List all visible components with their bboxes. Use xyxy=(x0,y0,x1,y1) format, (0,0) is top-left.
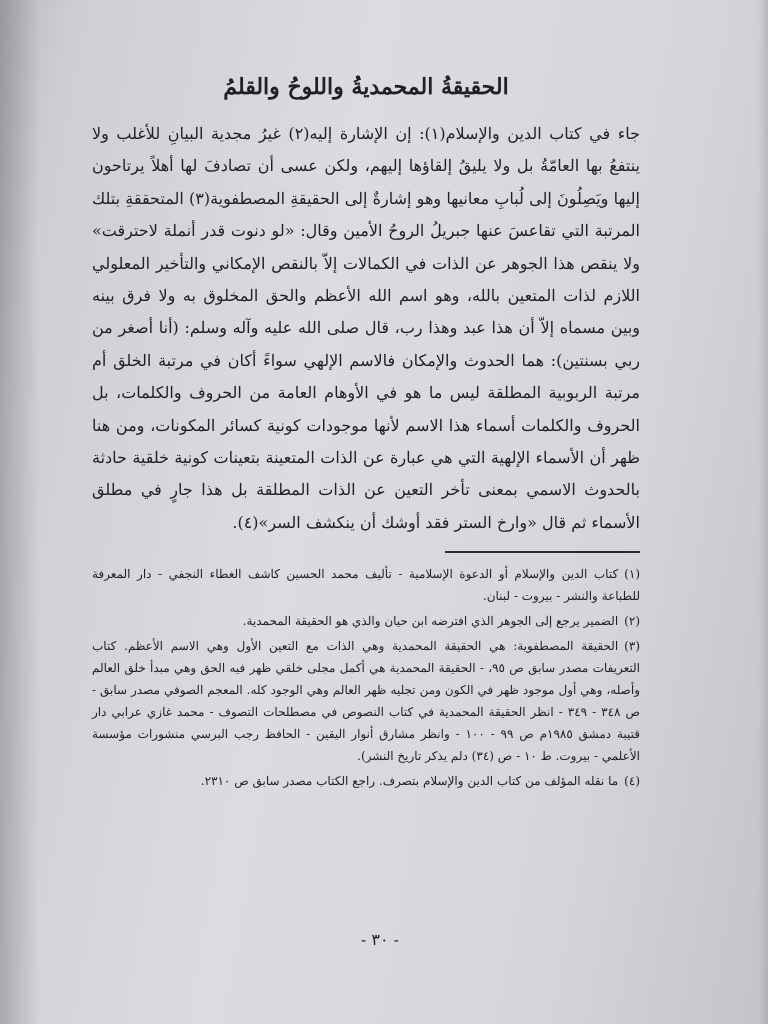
page-edge xyxy=(758,0,768,1024)
gutter-shadow xyxy=(0,0,40,1024)
footnotes-list xyxy=(92,563,640,792)
footnote-text: الحقيقة المصطفوية: هي الحقيقة المحمدية وهي الذات مع التعين الأول وهي الاسم الأعظم. كتاب التعريفات مصدر سابق ص ٩٥، - الحقيقة المحمدية هي أكمل مجلى خلقي ظهر فيه الحق وهي مبدأ خلق العالم وأصله، وهي أول موجود ظهر في الكون ومن تجليه ظهر العالم وهي الوجود كله. المعجم الصوفي مصدر سابق - ص ٣٤٨ - ٣٤٩ - انظر الحقيقة المحمدية في كتاب النصوص في مصطلحات التصوف - محمد غازي عرابي دار قتيبة دمشق ١٩٨٥م ص ٩٩ - ١٠٠ - وانظر مشارق أنوار اليقين - الحافظ رجب البرسي منشورات مؤسسة الأعلمي - بيروت. ط ١٠ - ص (٣٤) دلم يذكر تاريخ النشر). xyxy=(92,639,641,764)
page-number: - ٣٠ - xyxy=(360,930,400,949)
body-paragraph: جاء في كتاب الدين والإسلام(١): إن الإشارة إليه(٢) غيرُ مجدية البيانِ للأغلب ولا ينتفعُ بها العامّةُ بل ولا يليقُ إلقاؤها إليهم، ولكن عسى أن تصادفَ لها أهلاً يرتاحون إليها ويَصِلُونَ إلى لُبابِ معانيها وهو إشارةٌ إلى الحقيقةِ المصطفوية(٣) المتحققةِ بتلك المرتبة التي تقاعسَ عنها جبريلُ الروحُ الأمين وقال: «لو دنوت قدر أنملة لاحترقت» ولا ينقص هذا الجوهر عن الذات في الكمالات إلاّ بالنقص الإمكاني والتأخير المعلولي اللازم لذات المتعين بالله، وهو اسم الله الأعظم والحق المخلوق به ولا فرق بينه وبين مسماه إلاّ أن هذا عبد وهذا رب، قال صلى الله عليه وآله وسلم: (أنا أصغر من ربي بسنتين): هما الحدوث والإمكان فالاسم الإلهي سواءً أكان في مرتبة الخلق أم مرتبة الربوبية المطلقة ليس ما هو في الأوهام العامة من الحروف والكلمات، بل الحروف والكلمات أسماء هذا الاسم لأنها موجودات كونية كسائر المكونات، ومن هنا ظهر أن الأسماء الإلهية التي هي عبارة عن الذات المتعينة بتعينات كونية خلقية حادثة بالحدوث الاسمي بمعنى تأخر التعين عن الذات المطلقة بل هذا جارٍ في مطلق الأسماء ثم قال «وارخ الستر فقد أوشك أن ينكشف السر»(٤). xyxy=(92,124,641,532)
footnote-1 xyxy=(92,563,640,607)
footnote-number: (٣) xyxy=(624,639,640,654)
footnote-text: الضمير يرجع إلى الجوهر الذي افترضه ابن حيان والذي هو الحقيقة المحمدية. xyxy=(242,614,619,629)
footnote-number: (٢) xyxy=(624,614,640,629)
footnote-number: (١) xyxy=(624,567,640,582)
page-content xyxy=(92,70,640,795)
footnote-text: كتاب الدين والإسلام أو الدعوة الإسلامية - تأليف محمد الحسين كاشف الغطاء النجفي - دار المعرفة للطباعة والنشر - بيروت - لبنان. xyxy=(92,567,640,604)
footnote-3 xyxy=(92,635,640,767)
footnote-separator xyxy=(445,551,640,553)
footnote-4 xyxy=(92,770,640,792)
footnote-2 xyxy=(92,610,640,632)
page-title: الحقيقةُ المحمديةُ واللوحُ والقلمُ xyxy=(223,74,509,100)
footnote-number: (٤) xyxy=(624,774,640,789)
footnote-text: ما نقله المؤلف من كتاب الدين والإسلام بتصرف. راجع الكتاب مصدر سابق ص ٢٣١٠. xyxy=(200,774,619,789)
